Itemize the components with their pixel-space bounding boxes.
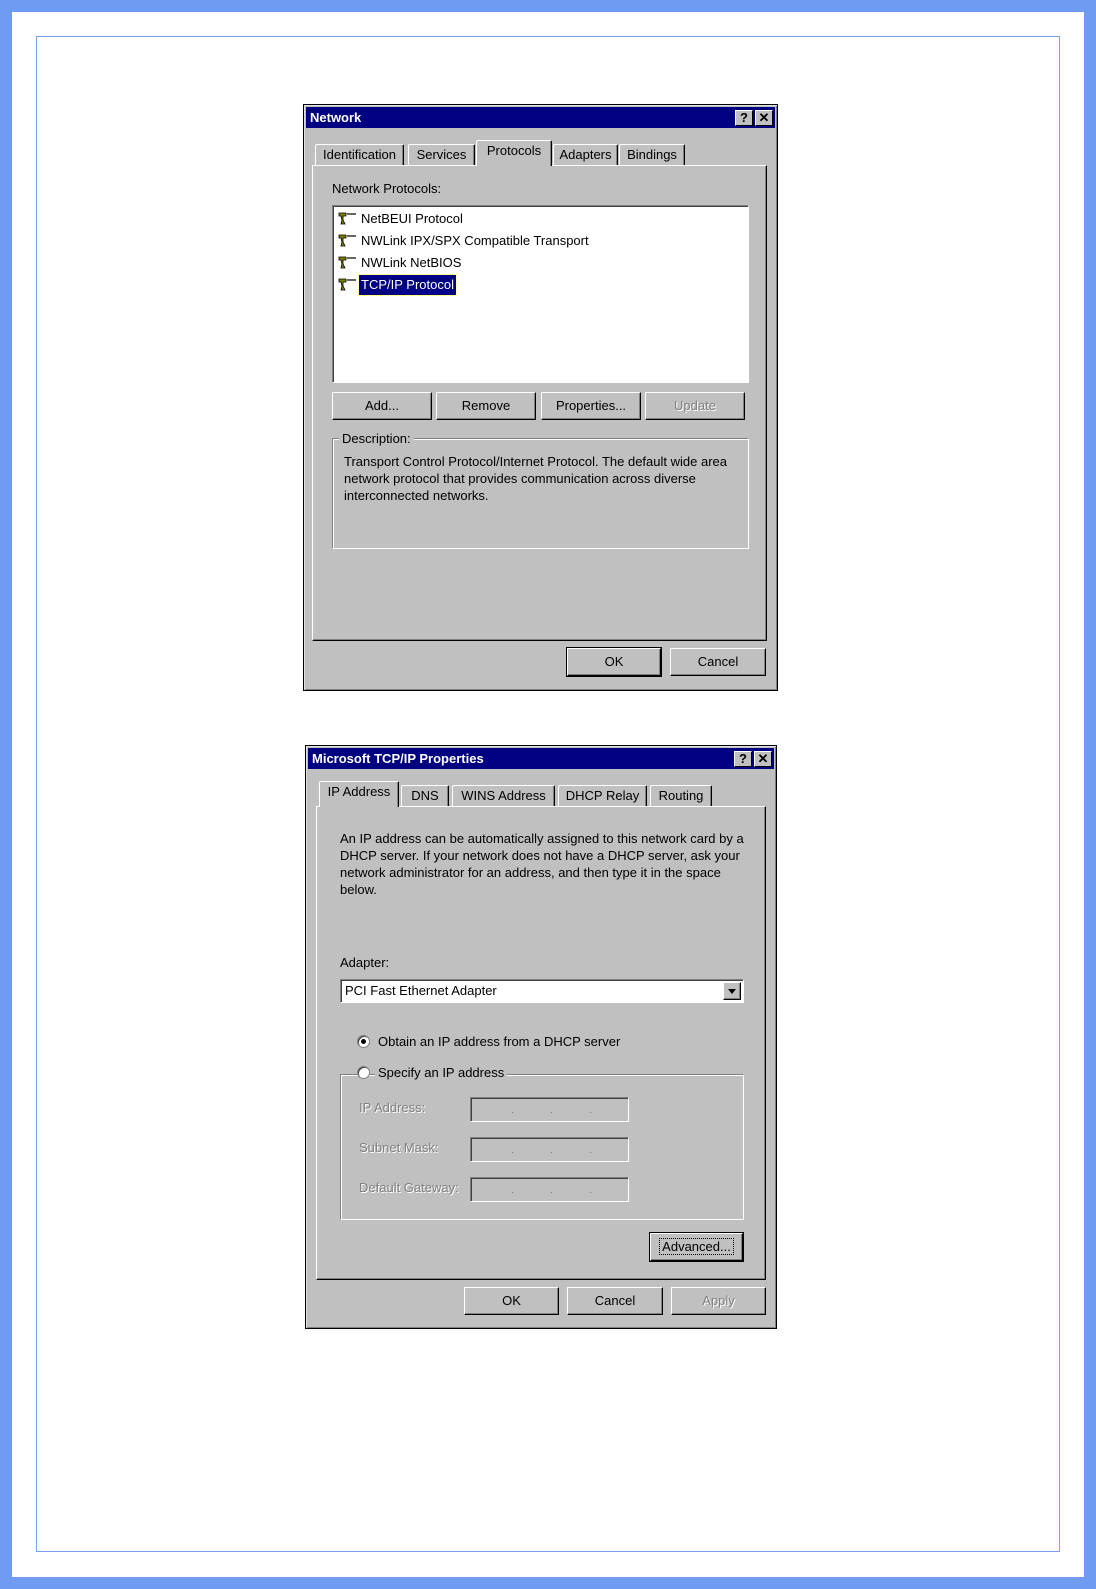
network-protocol-icon xyxy=(337,233,357,249)
specify-ip-label[interactable]: Specify an IP address xyxy=(375,1065,507,1081)
ok-button[interactable]: OK xyxy=(464,1287,559,1315)
properties-button[interactable]: Properties... xyxy=(541,392,641,420)
obtain-ip-label[interactable]: Obtain an IP address from a DHCP server xyxy=(378,1034,621,1049)
description-text: Transport Control Protocol/Internet Protocol. The default wide area network protocol that provides communication across diverse interconnected networks. xyxy=(344,454,727,503)
tab-ip-address[interactable] xyxy=(319,781,399,807)
ip-address-field[interactable] xyxy=(470,1097,629,1122)
tab-dns[interactable] xyxy=(401,785,449,807)
tab-services[interactable] xyxy=(408,144,475,166)
apply-button[interactable]: Apply xyxy=(671,1287,766,1315)
description-groupbox xyxy=(332,431,749,549)
tab-label: Services xyxy=(416,147,467,162)
radio-selected-dot xyxy=(361,1039,366,1044)
protocol-label: NetBEUI Protocol xyxy=(361,211,463,226)
network-protocols-label: Network Protocols: xyxy=(332,181,442,196)
default-gateway-label: Default Gateway: xyxy=(359,1180,459,1195)
close-icon: ✕ xyxy=(758,110,770,125)
network-protocol-icon xyxy=(337,255,357,271)
close-button[interactable] xyxy=(755,110,773,126)
tab-label: WINS Address xyxy=(461,788,546,803)
tab-label: DNS xyxy=(411,788,439,803)
tab-adapters[interactable] xyxy=(553,144,618,166)
update-button[interactable]: Update xyxy=(645,392,745,420)
subnet-mask-field[interactable] xyxy=(470,1137,629,1162)
default-gateway-field[interactable] xyxy=(470,1177,629,1202)
specify-ip-radio[interactable] xyxy=(357,1066,370,1079)
tab-label: Adapters xyxy=(559,147,612,162)
tab-bindings[interactable] xyxy=(619,144,685,166)
adapter-dropdown[interactable] xyxy=(340,979,744,1003)
ip-address-tab-panel xyxy=(316,806,766,1280)
network-dialog-title: Network xyxy=(310,110,362,125)
tab-dhcp-relay[interactable] xyxy=(558,785,647,807)
advanced-button[interactable]: Advanced... xyxy=(650,1233,743,1261)
ip-octet-separators: ... xyxy=(511,1144,629,1156)
help-button[interactable] xyxy=(734,751,752,767)
tab-label: Routing xyxy=(658,788,704,803)
help-icon: ? xyxy=(739,751,747,766)
add-button[interactable]: Add... xyxy=(332,392,432,420)
cancel-button[interactable]: Cancel xyxy=(670,648,766,676)
tab-identification[interactable] xyxy=(315,144,404,166)
obtain-ip-radio[interactable] xyxy=(357,1035,370,1048)
tab-routing[interactable] xyxy=(650,785,712,807)
protocol-label: TCP/IP Protocol xyxy=(359,275,456,295)
ip-octet-separators: ... xyxy=(511,1104,629,1116)
tab-label: Bindings xyxy=(627,147,677,162)
intro-text: An IP address can be automatically assigned to this network card by a DHCP server. If your network does not have a DHCP server, ask your network administrator for an address, and then type it in the space below. xyxy=(340,831,744,897)
ok-button[interactable]: OK xyxy=(567,648,661,676)
protocol-label: NWLink NetBIOS xyxy=(361,255,462,270)
network-dialog-titlebar[interactable] xyxy=(306,107,775,128)
ip-octet-separators: ... xyxy=(511,1184,629,1196)
help-icon: ? xyxy=(740,110,748,125)
network-protocol-icon xyxy=(337,211,357,227)
ip-address-label: IP Address: xyxy=(359,1100,426,1115)
tcpip-dialog-title: Microsoft TCP/IP Properties xyxy=(312,751,484,766)
tab-label: DHCP Relay xyxy=(565,788,640,803)
protocol-label: NWLink IPX/SPX Compatible Transport xyxy=(361,233,589,248)
adapter-value: PCI Fast Ethernet Adapter xyxy=(345,983,497,998)
protocols-list[interactable] xyxy=(332,205,749,383)
close-icon: ✕ xyxy=(757,751,769,766)
remove-button[interactable]: Remove xyxy=(436,392,536,420)
network-dialog xyxy=(303,104,778,691)
protocols-tab-panel xyxy=(312,165,767,641)
adapter-label: Adapter: xyxy=(340,955,390,970)
tab-label: Protocols xyxy=(486,143,542,158)
cancel-button[interactable]: Cancel xyxy=(567,1287,663,1315)
tcpip-dialog-titlebar[interactable] xyxy=(308,748,774,769)
tab-protocols[interactable] xyxy=(476,140,552,166)
close-button[interactable] xyxy=(754,751,772,767)
description-label: Description: xyxy=(339,431,414,446)
tab-label: IP Address xyxy=(327,784,391,799)
tab-label: Identification xyxy=(323,147,396,162)
tab-wins-address[interactable] xyxy=(452,785,555,807)
help-button[interactable] xyxy=(735,110,753,126)
subnet-mask-label: Subnet Mask: xyxy=(359,1140,439,1155)
tcpip-properties-dialog xyxy=(305,745,777,1329)
network-protocol-icon xyxy=(337,277,357,293)
chevron-down-icon[interactable] xyxy=(723,982,741,1000)
